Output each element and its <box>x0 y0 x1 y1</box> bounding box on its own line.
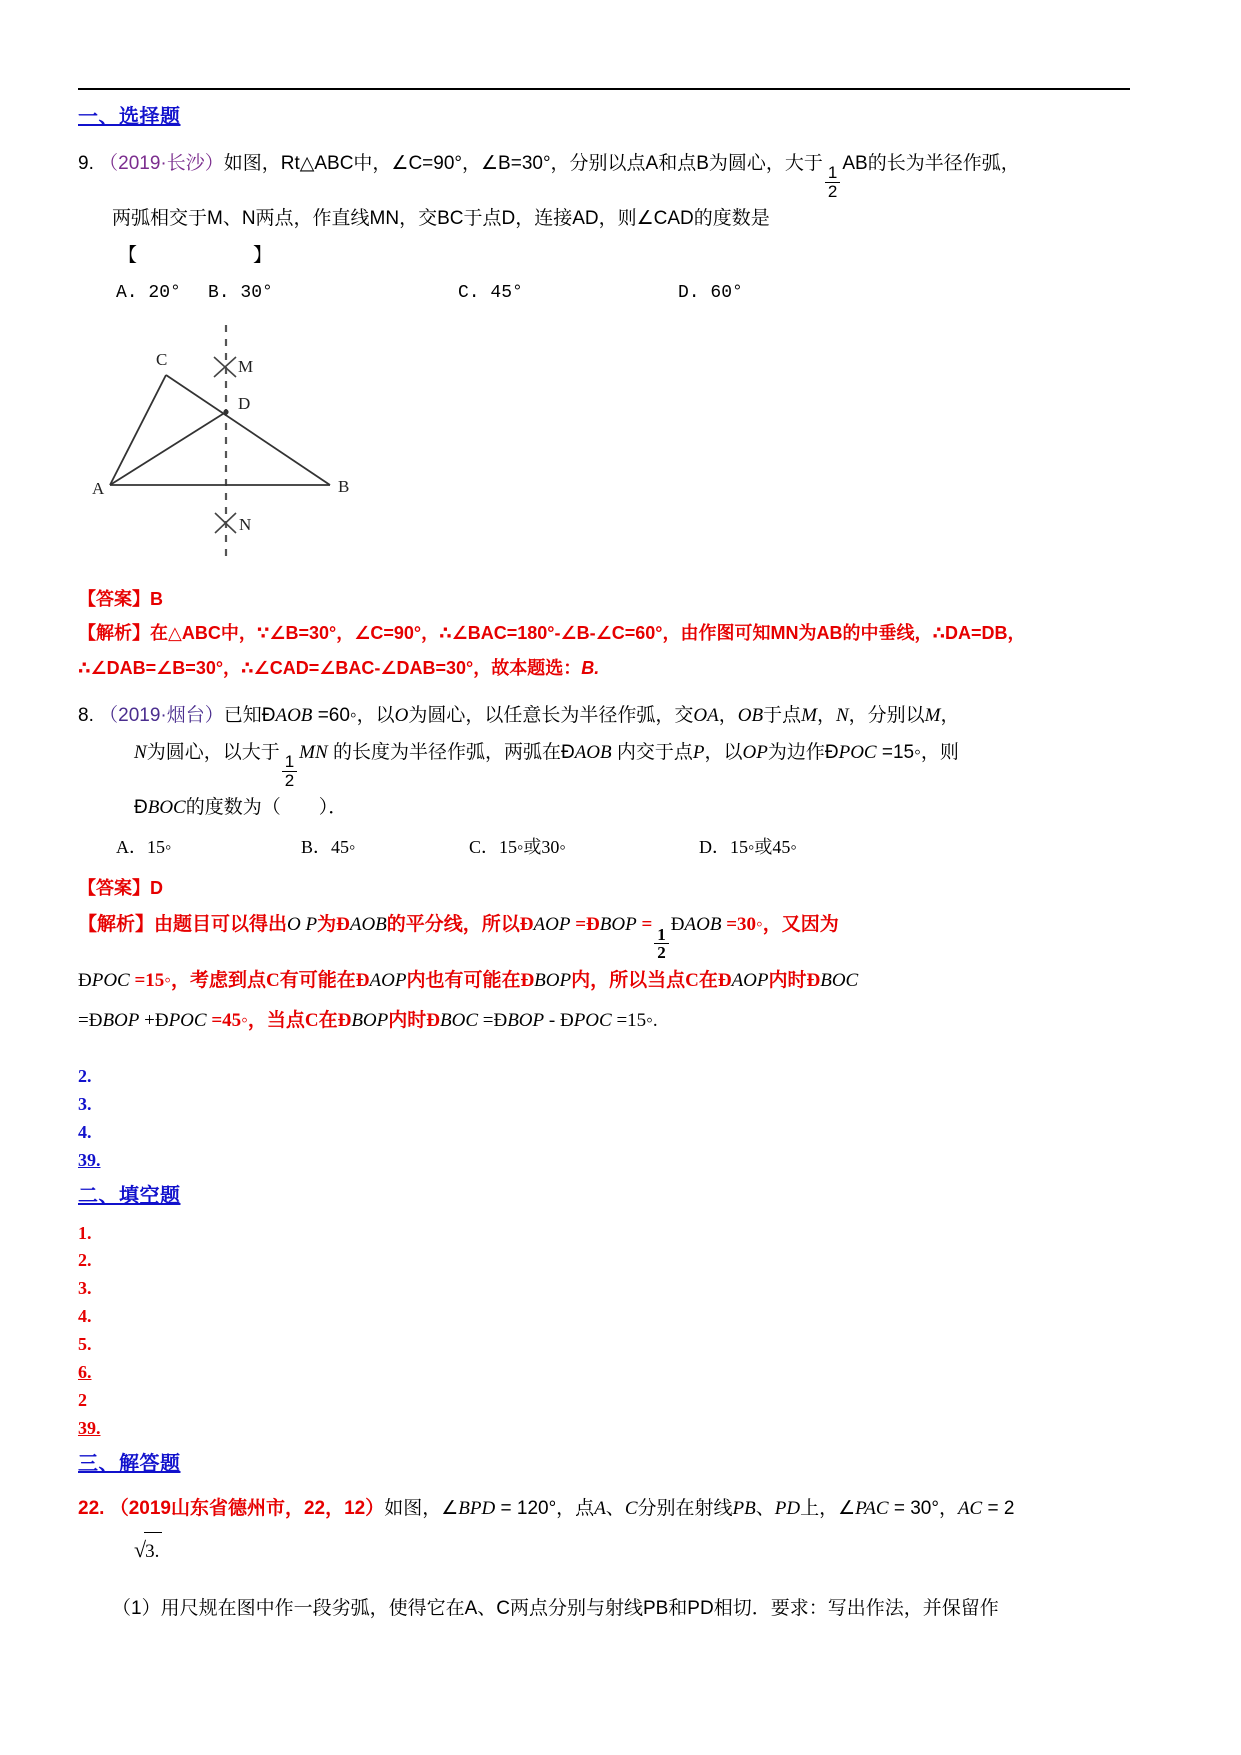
q8-s3-g: =15◦. <box>611 1010 658 1032</box>
q8-l2-m3: AOB <box>574 741 612 763</box>
q8-l1-g: ，分别以 <box>848 704 925 726</box>
q8-s1-d: =Ð <box>570 914 600 936</box>
q8-l1-a: 已知Ð <box>223 704 276 726</box>
question-8-option-c[interactable]: C．15◦或30◦ <box>469 836 566 857</box>
question-9-number: 9. <box>78 153 94 174</box>
fraction-numerator: 1 <box>825 164 840 182</box>
question-22-number: 22. <box>78 1497 105 1519</box>
question-8-analysis-label: 【解析】 <box>78 914 155 936</box>
q8-s3-m4: BOC <box>440 1010 478 1032</box>
q8-s3-a: =Ð <box>78 1010 103 1032</box>
question-9-figure <box>78 317 1130 580</box>
q8-s3-b: +Ð <box>139 1010 169 1032</box>
stub-list-red <box>78 1220 1130 1443</box>
question-8-line-1 <box>78 697 1130 734</box>
fraction-numerator: 1 <box>654 926 669 944</box>
q22-l1-f: 上，∠ <box>800 1497 856 1519</box>
question-8-option-d[interactable]: D．15◦或45◦ <box>699 836 797 857</box>
q22-l1-m3: C <box>624 1497 638 1519</box>
figure-label-a: A <box>92 479 105 499</box>
fraction-one-half-sol <box>654 926 669 962</box>
stub-item: 4. <box>78 1306 92 1327</box>
q8-s3-m1: BOP <box>102 1010 140 1032</box>
q8-s1-b: 为Ð <box>317 914 350 936</box>
question-9-answer-bracket: 【 】 <box>118 245 299 267</box>
question-9-line-1 <box>78 145 1130 200</box>
q8-l1-f: ， <box>816 704 836 726</box>
question-9-analysis-choice: B. <box>581 657 600 678</box>
figure-label-n: N <box>239 515 252 535</box>
q8-s1-m2: AOB <box>349 914 387 936</box>
stub-item: 2 <box>78 1389 87 1410</box>
question-8-analysis-line-3 <box>78 1001 1130 1041</box>
stub-item: 3. <box>78 1093 92 1114</box>
stub-item: 39. <box>78 1149 101 1170</box>
top-divider <box>78 88 1130 90</box>
question-9-answer-label: 【答案】 <box>78 589 150 610</box>
question-9-analysis-text-1: 在△ABC中，∵∠B=30°，∠C=90°，∴∠BAC=180°-∠B-∠C=60°，由作图可知MN为AB的中垂线，∴DA=DB， <box>150 623 1026 644</box>
q8-s2-b: =15◦，考虑到点C有可能在Ð <box>129 970 370 992</box>
q22-l1-c: 、 <box>605 1497 625 1519</box>
stub-item: 2. <box>78 1250 92 1271</box>
q22-l1-m7: AC <box>957 1497 983 1519</box>
stub-item: 39. <box>78 1417 101 1438</box>
question-9-option-a[interactable]: A. 20° <box>116 283 181 304</box>
section-choice <box>78 98 1130 139</box>
question-22-line-1 <box>78 1490 1130 1528</box>
q22-l1-m1: BPD <box>458 1497 496 1519</box>
q8-s3-m3: BOP <box>351 1010 389 1032</box>
question-9-analysis <box>78 616 1130 684</box>
q22-l1-m2: A <box>594 1497 606 1519</box>
stub-item: 5. <box>78 1334 92 1355</box>
q22-l1-d: 分别在射线 <box>637 1497 733 1519</box>
q8-l3-b: 的度数为（ ）． <box>185 796 348 818</box>
q8-s2-m5: BOC <box>820 970 859 992</box>
section-answer <box>78 1445 1130 1486</box>
question-8-line-2 <box>78 734 1130 789</box>
q8-s3-m5: BOP <box>507 1010 545 1032</box>
q8-l3-m1: BOC <box>147 796 186 818</box>
question-9-line-2: 两弧相交于M、N两点，作直线MN，交BC于点D，连接AD，则∠CAD的度数是 <box>112 208 770 229</box>
q8-s1-m4: BOP <box>599 914 637 936</box>
q8-s2-m2: AOP <box>369 970 407 992</box>
q8-s1-c: 的平分线，所以Ð <box>386 914 534 936</box>
question-9 <box>78 145 1130 685</box>
fraction-denominator: 2 <box>657 942 666 962</box>
q8-s3-e: =Ð <box>478 1010 508 1032</box>
q8-l1-h: ， <box>940 704 960 726</box>
q8-l2-m6: POC <box>838 741 877 763</box>
page-content <box>78 88 1130 1628</box>
q8-l1-b: =60◦，以 <box>312 704 395 726</box>
q8-s2-d: 内，所以当点C在Ð <box>571 970 732 992</box>
stub-item: 3. <box>78 1278 92 1299</box>
q8-s1-e: = <box>636 914 653 936</box>
q22-l1-h: = 2 <box>982 1497 1015 1519</box>
figure-label-d: D <box>238 394 251 414</box>
q8-l1-d: ， <box>718 704 738 726</box>
q8-l2-f: =15◦，则 <box>876 741 959 763</box>
question-9-option-c[interactable]: C. 45° <box>458 283 523 304</box>
q8-s1-m1: O P <box>287 914 318 936</box>
fraction-numerator: 1 <box>282 753 297 771</box>
sqrt-symbol: √ <box>134 1536 147 1562</box>
question-22-source: （2019山东省德州市，22，12） <box>109 1497 385 1519</box>
q8-s2-m4: AOP <box>731 970 769 992</box>
section-choice-heading: 一、选择题 <box>78 106 181 128</box>
question-22-line-3: （1）用尺规在图中作一段劣弧，使得它在A、C两点分别与射线PB和PD相切．要求：写出作法，并保留作 <box>112 1597 999 1619</box>
question-9-body-part1: 如图，Rt△ABC中，∠C=90°，∠B=30°，分别以点A和点B为圆心，大于 <box>223 153 823 174</box>
triangle-abc-diagram <box>88 317 388 567</box>
question-9-option-d[interactable]: D. 60° <box>678 283 743 304</box>
question-8-line-3 <box>78 789 1130 826</box>
q8-l1-m5: M <box>801 704 817 726</box>
q8-l3-a: Ð <box>134 796 148 818</box>
question-8-answer-label: 【答案】 <box>78 877 150 898</box>
question-9-answer-value: B <box>150 589 163 610</box>
stub-item: 1. <box>78 1222 92 1243</box>
q22-l1-m6: PAC <box>855 1497 889 1519</box>
q8-l1-m1: AOB <box>275 704 313 726</box>
question-22-line-2 <box>78 1528 1130 1572</box>
question-8-analysis <box>78 905 1130 1041</box>
q8-l1-m2: O <box>394 704 409 726</box>
q8-l1-m4: OB <box>737 704 764 726</box>
question-9-body-part2: AB的长为半径作弧， <box>842 153 1020 174</box>
q8-s2-m1: POC <box>91 970 130 992</box>
fraction-denominator: 2 <box>827 181 838 201</box>
question-8-analysis-line-2 <box>78 961 1130 1001</box>
question-8-answer <box>78 871 1130 905</box>
q8-s2-e: 内时Ð <box>768 970 821 992</box>
q8-l2-m5: OP <box>742 741 768 763</box>
fraction-denominator: 2 <box>284 770 295 790</box>
question-9-analysis-line-1 <box>78 616 1130 650</box>
question-9-analysis-label: 【解析】 <box>78 623 150 644</box>
segment-ac <box>110 375 166 485</box>
q8-s3-f: - Ð <box>544 1010 574 1032</box>
q8-l2-m2: MN <box>299 741 328 763</box>
q8-s3-m2: POC <box>168 1010 207 1032</box>
q22-l1-b: = 120°，点 <box>495 1497 595 1519</box>
question-9-analysis-line-2 <box>78 651 1130 685</box>
question-8 <box>78 697 1130 1041</box>
figure-label-c: C <box>156 350 168 370</box>
question-22 <box>78 1490 1130 1628</box>
stub-item: 4. <box>78 1121 92 1142</box>
question-9-analysis-text-2: ∴∠DAB=∠B=30°，∴∠CAD=∠BAC-∠DAB=30°，故本题选： <box>78 657 582 678</box>
q8-s1-a: 由题目可以得出 <box>154 914 288 936</box>
q8-s1-m5: AOB <box>684 914 722 936</box>
q22-l1-a: 如图，∠ <box>384 1497 459 1519</box>
q8-l1-m3: OA <box>693 704 719 726</box>
q8-s2-a: Ð <box>78 970 92 992</box>
question-9-answer <box>78 582 1130 616</box>
segment-ad <box>110 412 226 485</box>
q22-l1-g: = 30°， <box>888 1497 958 1519</box>
question-8-option-a[interactable]: A．15◦ <box>116 836 172 857</box>
question-9-options <box>78 276 1130 311</box>
q22-l1-e: 、 <box>755 1497 775 1519</box>
q8-s3-d: 内时Ð <box>388 1010 440 1032</box>
q8-l1-m6: N <box>835 704 849 726</box>
question-9-source: （2019·长沙） <box>99 153 224 174</box>
q8-s1-f: Ð <box>670 914 685 936</box>
section-fill-heading: 二、填空题 <box>78 1184 181 1207</box>
question-8-options <box>78 830 1130 865</box>
q8-l1-m7: M <box>924 704 941 726</box>
q22-l1-m4: PB <box>732 1497 756 1519</box>
question-8-answer-value: D <box>150 877 163 898</box>
q8-s3-c: =45◦，当点C在Ð <box>206 1010 352 1032</box>
q22-l1-m5: PD <box>774 1497 801 1519</box>
question-8-option-b[interactable]: B．45◦ <box>301 836 356 857</box>
segment-cb <box>166 375 330 485</box>
q8-l2-d: ，以 <box>704 741 743 763</box>
figure-label-m: M <box>238 357 254 377</box>
q8-l2-b: 的长度为半径作弧，两弧在Ð <box>327 741 575 763</box>
stub-list-blue <box>78 1063 1130 1175</box>
q8-l2-c: 内交于点 <box>611 741 693 763</box>
q8-l2-a: 为圆心，以大于 <box>146 741 280 763</box>
point-d-dot <box>223 410 228 415</box>
stub-item: 6. <box>78 1361 92 1382</box>
q22-sqrt-value: 3. <box>144 1532 162 1571</box>
q8-l2-m4: P <box>692 741 705 763</box>
question-9-option-b[interactable]: B. 30° <box>208 283 273 304</box>
section-answer-heading: 三、解答题 <box>78 1452 181 1475</box>
q8-l1-e: 于点 <box>763 704 802 726</box>
q8-l2-e: 为边作Ð <box>767 741 839 763</box>
question-8-analysis-line-1 <box>78 905 1130 961</box>
q8-s2-c: 内也有可能在Ð <box>406 970 535 992</box>
q8-s3-m6: POC <box>573 1010 612 1032</box>
q8-s1-m3: AOP <box>533 914 571 936</box>
q8-l1-c: 为圆心，以任意长为半径作弧，交 <box>408 704 694 726</box>
q8-l2-m1: N <box>134 741 147 763</box>
stub-item: 2. <box>78 1065 92 1086</box>
section-fill <box>78 1177 1130 1218</box>
q8-s1-g: =30◦，又因为 <box>721 914 839 936</box>
fraction-one-half <box>825 164 840 200</box>
fraction-one-half-q8 <box>282 753 297 789</box>
question-8-source: （2019·烟台） <box>99 704 224 726</box>
figure-label-b: B <box>338 477 350 497</box>
question-8-number: 8. <box>78 704 94 726</box>
q8-s2-m3: BOP <box>534 970 572 992</box>
